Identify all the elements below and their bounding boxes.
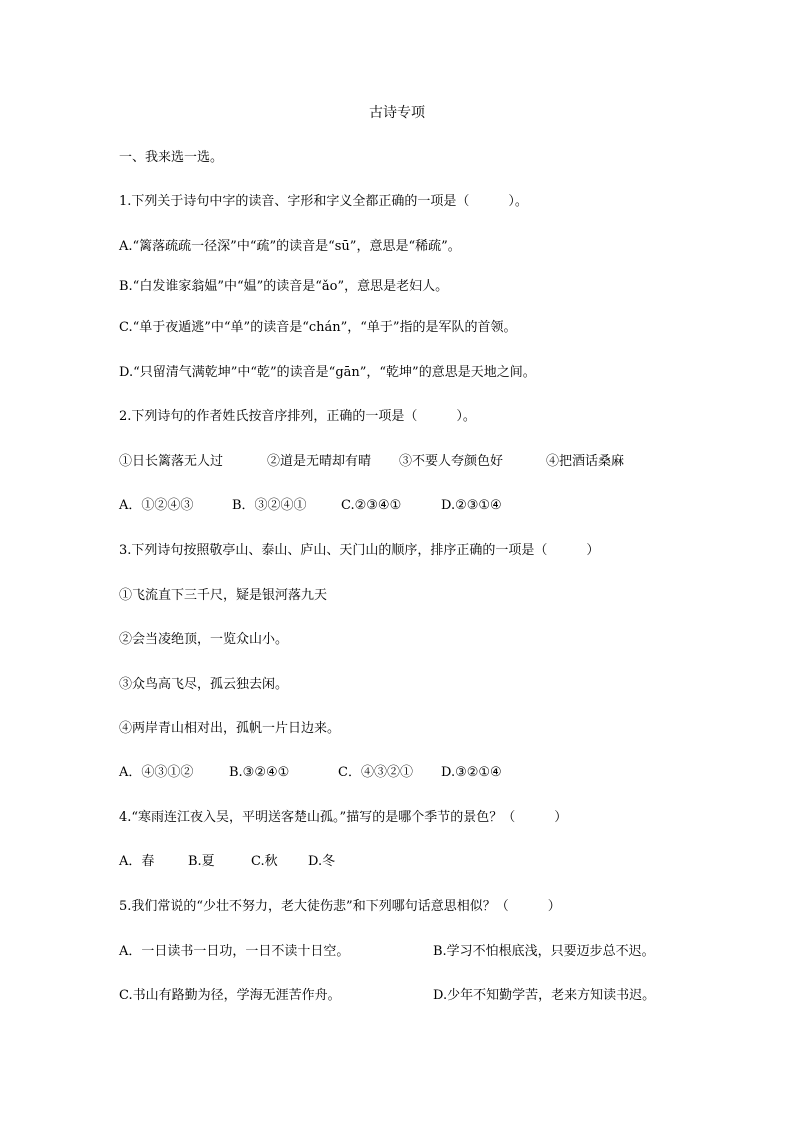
question-4-option: B.夏 [188,854,215,869]
section-heading: 一、我来选一选。 [119,150,224,165]
question-3-line: ①飞流直下三千尺，疑是银河落九天 [119,588,328,603]
question-2-poem: ②道是无晴却有晴 [267,454,372,469]
question-3-stem: 3.下列诗句按照敬亭山、泰山、庐山、天门山的顺序，排序正确的一项是（ ） [119,543,600,558]
question-2-option: A．①②④③ [119,498,194,513]
question-5-option: D.少年不知勤学苦，老来方知读书迟。 [433,988,656,1003]
question-4-option: A．春 [119,854,155,869]
question-2-stem: 2.下列诗句的作者姓氏按音序排列，正确的一项是（ ）。 [119,409,476,424]
question-5-option: C.书山有路勤为径，学海无涯苦作舟。 [119,988,341,1003]
question-2-option: C.②③④① [341,498,402,513]
question-4-stem: 4.“寒雨连江夜入吴，平明送客楚山孤。”描写的是哪个季节的景色？（ ） [119,810,568,825]
question-2-option: B．③②④① [232,498,307,513]
question-3-option: C．④③②① [338,765,413,780]
question-3-option: A．④③①② [119,765,194,780]
question-2-poem: ④把酒话桑麻 [546,454,625,469]
question-4-option: D.冬 [308,854,336,869]
page-title: 古诗专项 [369,105,425,121]
question-3-line: ②会当凌绝顶，一览众山小。 [119,632,289,647]
question-1-option-c: C.“单于夜遁逃”中“单”的读音是“chán”，“单于”指的是军队的首领。 [119,320,517,335]
question-1-option-b: B.“白发谁家翁媪”中“媪”的读音是“ǎo”，意思是老妇人。 [119,279,449,294]
question-1-stem: 1.下列关于诗句中字的读音、字形和字义全都正确的一项是（ ）。 [119,194,528,209]
question-1-option-a: A.“篱落疏疏一径深”中“疏”的读音是“sū”，意思是“稀疏”。 [119,239,461,254]
question-4-option: C.秋 [251,854,278,869]
question-2-poem: ③不要人夸颜色好 [399,454,504,469]
question-2-poem: ①日长篱落无人过 [119,454,224,469]
question-5-stem: 5.我们常说的“少壮不努力，老大徒伤悲”和下列哪句话意思相似？（ ） [119,899,561,914]
question-5-option: B.学习不怕根底浅，只要迈步总不迟。 [433,944,655,959]
question-3-option: B.③②④① [229,765,290,780]
question-3-option: D.③②①④ [441,765,502,780]
question-2-option: D.②③①④ [441,498,502,513]
question-3-line: ④两岸青山相对出，孤帆一片日边来。 [119,721,341,736]
question-1-option-d: D.“只留清气满乾坤”中“乾”的读音是“gān”，“乾坤”的意思是天地之间。 [119,365,536,380]
question-5-option: A．一日读书一日功，一日不读十日空。 [119,944,350,959]
question-3-line: ③众鸟高飞尽，孤云独去闲。 [119,677,289,692]
